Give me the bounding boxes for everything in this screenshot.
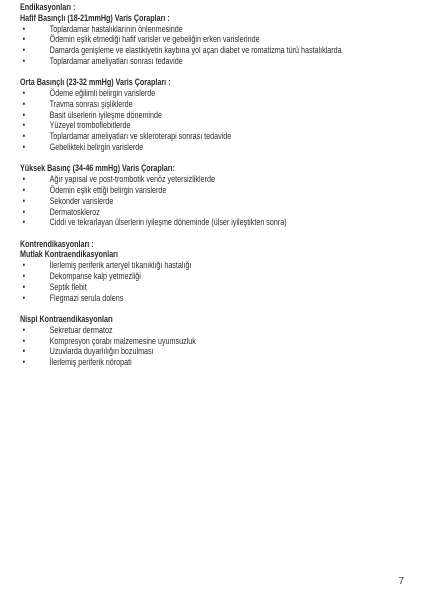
section-heading: Endikasyonları :	[20, 2, 76, 12]
list-item	[20, 120, 415, 131]
list-item	[20, 357, 415, 368]
document-body	[20, 2, 415, 368]
section-relative-contraindications	[20, 314, 415, 368]
bullet-icon: •	[22, 34, 26, 45]
list-item	[20, 34, 415, 45]
list-item	[20, 56, 415, 67]
section-medium-compression	[20, 77, 415, 153]
list-item	[20, 346, 415, 357]
list-item-text: Basit ülserlerin iyileşme döneminde	[49, 109, 162, 120]
list-item	[20, 293, 415, 304]
bullet-icon: •	[22, 271, 26, 282]
list-item-text: Sekretuar dermatoz	[49, 324, 113, 335]
list-item	[20, 207, 415, 218]
list-item-text: İlerlemiş periferik nöropati	[49, 357, 132, 368]
list-item-text: Ağır yapısal ve post-trombotik venöz yetersizliklerde	[49, 174, 215, 185]
list-item-text: Ödemin eşlik etmediği hafif varisler ve gebeliğin erken varislerinde	[49, 34, 260, 45]
list-item-text: Yüzeyel tromboflebitlerde	[49, 120, 131, 131]
list-item-text: Sekonder varislerde	[49, 195, 114, 206]
bullet-icon: •	[22, 98, 26, 109]
list-item-text: Dekompanse kalp yetmezliği	[49, 271, 141, 282]
list-item-text: Travma sonrası şişliklerde	[49, 98, 133, 109]
page-number: 7	[398, 576, 404, 587]
list-item	[20, 282, 415, 293]
list-item	[20, 99, 415, 110]
bullet-icon: •	[22, 206, 26, 217]
section-absolute-contraindications	[20, 239, 415, 304]
list-item-text: Toplardamar hastalıklarının önlenmesinde	[49, 23, 183, 34]
bullet-icon: •	[22, 120, 26, 131]
list-item	[20, 185, 415, 196]
bullet-icon: •	[22, 292, 26, 303]
list-item	[20, 196, 415, 207]
section-high-compression	[20, 163, 415, 228]
section-heading: Yüksek Basınç (34-46 mmHg) Varis Çorapları:	[20, 163, 175, 174]
list-item-text: Ödemin eşlik ettiği belirgin varislerde	[49, 184, 167, 195]
list-item	[20, 174, 415, 185]
list-item	[20, 88, 415, 99]
list-item	[20, 325, 415, 336]
section-heading: Kontrendikasyonları :	[20, 238, 94, 249]
list-item	[20, 142, 415, 153]
list-item-text: İlerlemiş periferik arteryel tıkanıklığı hastalığı	[49, 260, 192, 271]
bullet-icon: •	[22, 217, 26, 228]
list-item-text: Toplardamar ameliyatları ve skleroterapi sonrası tedavide	[49, 131, 232, 142]
list-item-text: Kompresyon çorabı malzemesine uyumsuzluk	[49, 335, 196, 346]
bullet-icon: •	[22, 109, 26, 120]
section-subheading: Hafif Basınçlı (18-21mmHg) Varis Çorapları :	[20, 12, 170, 23]
bullet-icon: •	[22, 131, 26, 142]
list-item	[20, 260, 415, 271]
list-item	[20, 131, 415, 142]
list-item	[20, 336, 415, 347]
list-item-text: Gebelikteki belirgin varislerde	[49, 142, 144, 153]
bullet-icon: •	[22, 195, 26, 206]
list-item	[20, 271, 415, 282]
list-item	[20, 45, 415, 56]
list-item-text: Dermatoskleroz	[49, 206, 100, 217]
bullet-icon: •	[22, 357, 26, 368]
bullet-icon: •	[22, 281, 26, 292]
section-heading: Orta Basınçlı (23-32 mmHg) Varis Çorapları :	[20, 77, 171, 88]
list-item	[20, 217, 415, 228]
list-item-text: Ciddi ve tekrarlayan ülserlerin iyileşme döneminde (ülser iyileştikten sonra)	[49, 217, 287, 228]
list-item	[20, 110, 415, 121]
list-item-text: Septik flebit	[49, 281, 87, 292]
list-item-text: Damarda genişleme ve elastikiyetin kaybına yol açan diabet ve romatizma türü hastalıklarda	[49, 45, 342, 56]
list-item-text: Toplardamar ameliyatları sonrası tedavide	[49, 55, 183, 66]
bullet-icon: •	[22, 346, 26, 357]
list-item-text: Uzuvlarda duyarlılığın bozulması	[49, 346, 154, 357]
bullet-icon: •	[22, 45, 26, 56]
section-subheading: Mutlak Kontraendikasyonları	[20, 249, 118, 260]
bullet-icon: •	[22, 184, 26, 195]
bullet-icon: •	[22, 335, 26, 346]
bullet-icon: •	[22, 55, 26, 66]
section-light-compression	[20, 2, 415, 67]
bullet-icon: •	[22, 324, 26, 335]
bullet-icon: •	[22, 142, 26, 153]
list-item	[20, 24, 415, 35]
list-item-text: Ödeme eğilimli belirgin varislerde	[49, 88, 156, 99]
list-item-text: Flegmazi serula dolens	[49, 292, 124, 303]
bullet-icon: •	[22, 88, 26, 99]
bullet-icon: •	[22, 174, 26, 185]
bullet-icon: •	[22, 23, 26, 34]
section-heading: Nispi Kontraendikasyonları	[20, 313, 113, 324]
bullet-icon: •	[22, 260, 26, 271]
